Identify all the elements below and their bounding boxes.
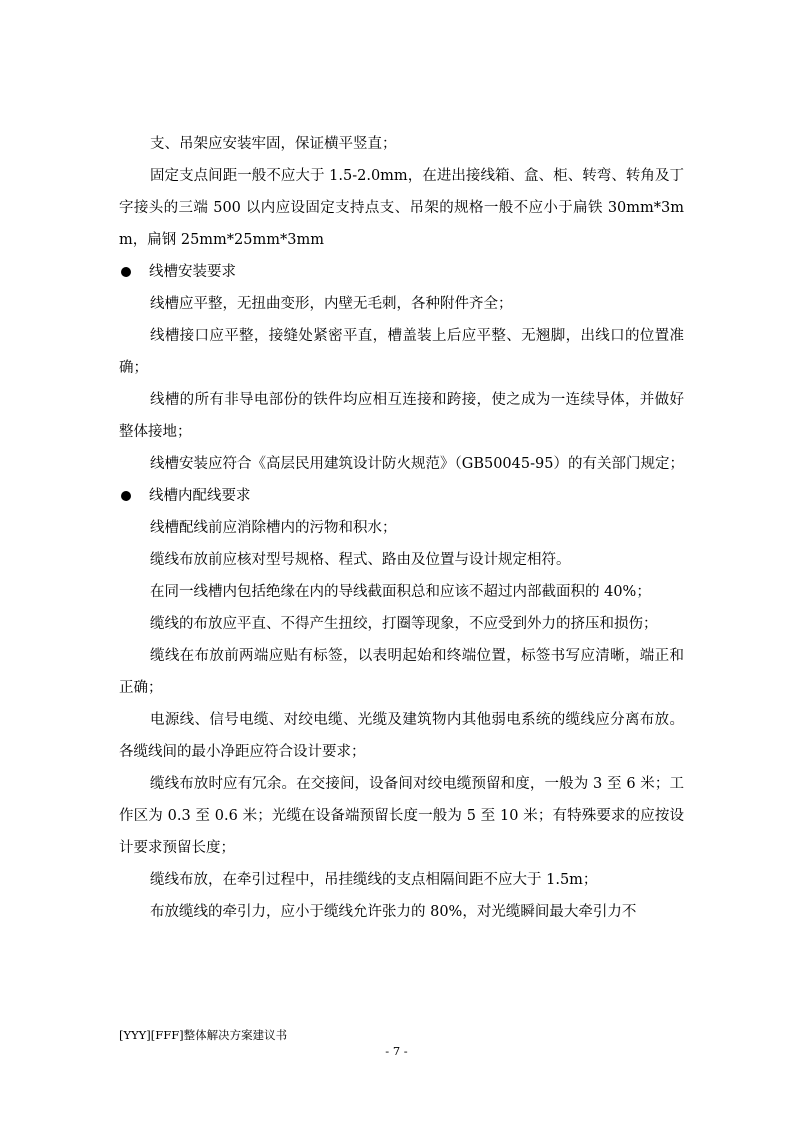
- body-paragraph: 固定支点间距一般不应大于 1.5-2.0mm，在进出接线箱、盒、柜、转弯、转角及丁字接头的三端 500 以内应设固定支持点支、吊架的规格一般不应小于扁铁 30mm*3mm，扁钢 25mm*25mm*3mm: [119, 168, 684, 248]
- body-paragraph: 线槽应平整，无扭曲变形，内壁无毛刺，各种附件齐全；: [150, 296, 513, 312]
- body-paragraph: 线槽接口应平整，接缝处紧密平直，槽盖装上后应平整、无翘脚，出线口的位置准确；: [119, 328, 684, 376]
- body-paragraph: 在同一线槽内包括绝缘在内的导线截面积总和应该不超过内部截面积的 40%；: [150, 584, 651, 600]
- footer-title: [YYY][FFF]整体解决方案建议书: [119, 1028, 288, 1042]
- bullet-heading-text: 线槽安装要求: [149, 264, 236, 280]
- body-paragraph: 缆线布放，在牵引过程中，吊挂缆线的支点相隔间距不应大于 1.5m；: [150, 872, 598, 888]
- body-paragraph: 线槽安装应符合《高层民用建筑设计防火规范》（GB50045-95）的有关部门规定；: [150, 456, 684, 472]
- bullet-heading: [119, 256, 684, 288]
- body-paragraph: 布放缆线的牵引力，应小于缆线允许张力的 80%，对光缆瞬间最大牵引力不: [150, 904, 637, 920]
- body-paragraph: 缆线布放时应有冗余。在交接间，设备间对绞电缆预留和度，一般为 3 至 6 米；工作区为 0.3 至 0.6 米；光缆在设备端预留长度一般为 5 至 10 米；有特殊要求的应按设计要求预留长度；: [119, 776, 684, 856]
- body-paragraph: 缆线布放前应核对型号规格、程式、路由及位置与设计规定相符。: [150, 552, 571, 568]
- body-paragraph: 缆线在布放前两端应贴有标签，以表明起始和终端位置，标签书写应清晰，端正和正确；: [119, 648, 684, 696]
- body-paragraph: 电源线、信号电缆、对绞电缆、光缆及建筑物内其他弱电系统的缆线应分离布放。各缆线间的最小净距应符合设计要求；: [119, 712, 684, 760]
- body-paragraph: 线槽配线前应消除槽内的污物和积水；: [150, 520, 397, 536]
- document-body: [119, 128, 684, 928]
- body-paragraph: 缆线的布放应平直、不得产生扭绞，打圈等现象，不应受到外力的挤压和损伤；: [150, 616, 658, 632]
- body-paragraph: 支、吊架应安装牢固，保证横平竖直；: [150, 136, 397, 152]
- bullet-heading: [119, 480, 684, 512]
- page-number: - 7 -: [385, 1044, 408, 1058]
- bullet-heading-text: 线槽内配线要求: [149, 488, 251, 504]
- body-paragraph: 线槽的所有非导电部份的铁件均应相互连接和跨接，使之成为一连续导体，并做好整体接地；: [119, 392, 684, 440]
- bullet-dot-icon: [121, 491, 131, 501]
- bullet-dot-icon: [121, 267, 131, 277]
